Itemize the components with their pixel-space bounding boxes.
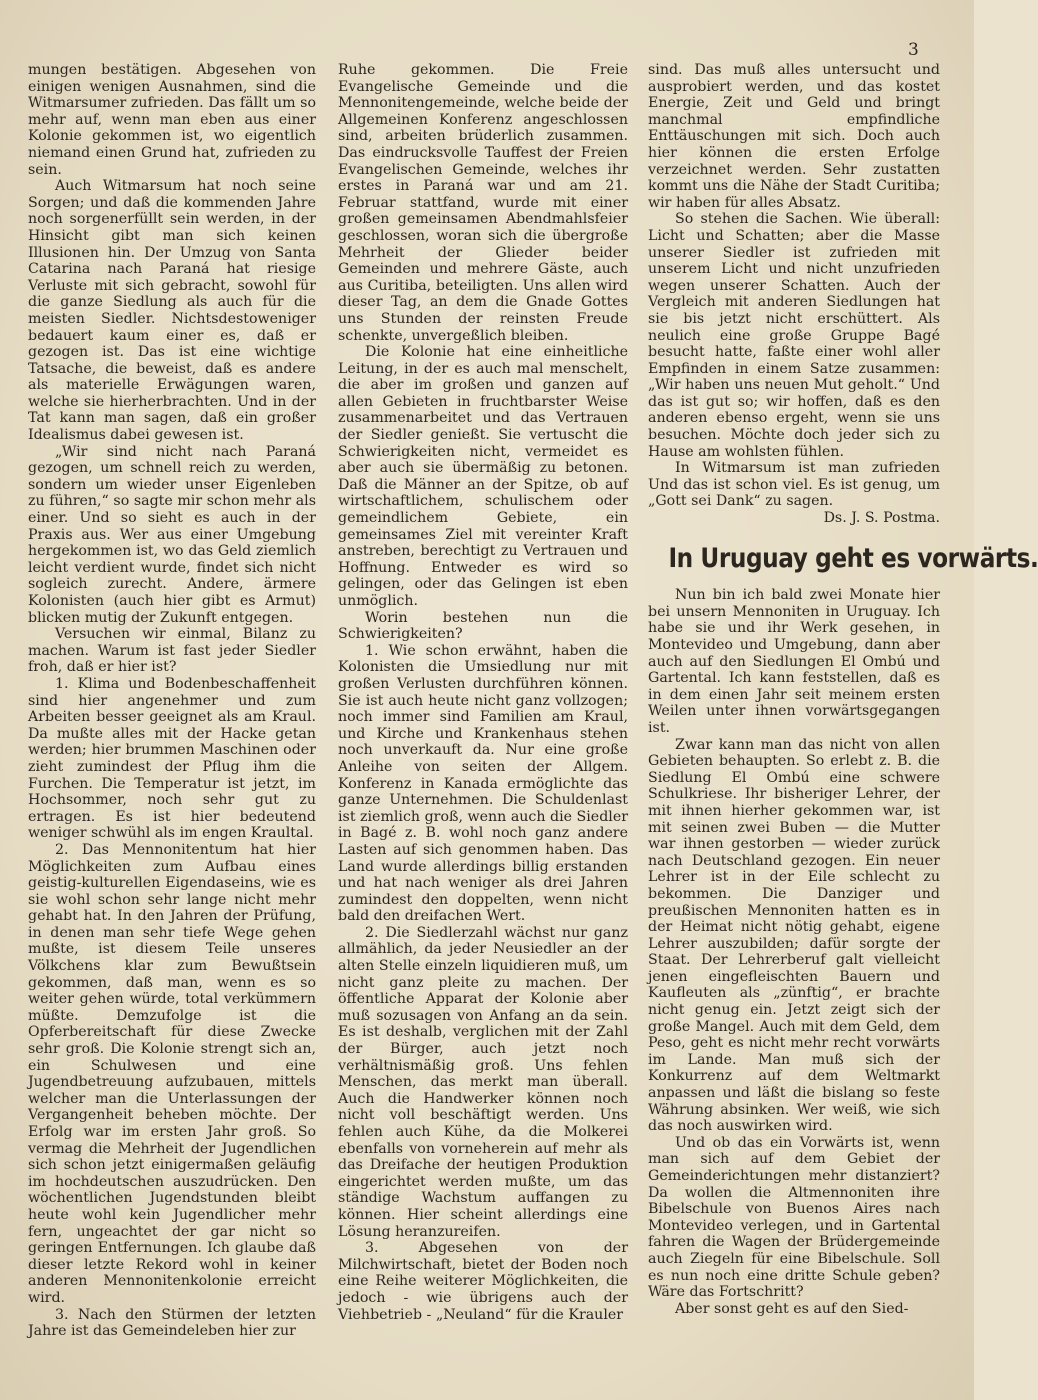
paragraph: 3. Abgesehen von der Milchwirtschaft, bietet der Boden noch eine Reihe weiterer Möglichkeiten, die jedoch - wie übrigens auch der Viehbetrieb - „Neuland“ für die Krauler xyxy=(338,1240,628,1323)
paragraph: Versuchen wir einmal, Bilanz zu machen. Warum ist fast jeder Siedler froh, daß er hier ist? xyxy=(28,626,316,676)
paragraph: 2. Die Siedlerzahl wächst nur ganz allmählich, da jeder Neusiedler an der alten Stelle einzeln liquidieren muß, um nicht ganz pleite zu machen. Der öffentliche Apparat der Kolonie aber muß sozusagen von Anfang an da sein. Es ist deshalb, verglichen mit der Zahl der Bürger, auch jetzt noch verhältnismäßig groß. Uns fehlen Menschen, das merkt man überall. Auch die Handwerker können noch nicht voll beschäftigt werden. Uns fehlen auch Kühe, da die Molkerei ebenfalls von vorneherein auf mehr als das Dreifache der heutigen Produktion eingerichtet werden mußte, um das ständige Wachstum auffangen zu können. Hier scheint allerdings eine Lösung heranzureifen. xyxy=(338,924,628,1240)
page-number: 3 xyxy=(908,40,919,60)
paragraph: In Witmarsum ist man zufrieden Und das ist schon viel. Es ist genug, um „Gott sei Dank“ zu sagen. xyxy=(648,460,940,510)
paragraph: Und ob das ein Vorwärts ist, wenn man sich auf dem Gebiet der Gemeinderichtungen mehr distanziert? Da wollen die Altmennoniten ihre Bibelschule von Buenos Aires nach Montevideo verlegen, und in Gartental fahren die Wagen der Brüdergemeinde auch Ziegeln für eine Bibelschule. Soll es nun noch eine dritte Schule geben? Wäre das Fortschritt? xyxy=(648,1134,940,1301)
column-1 xyxy=(28,62,316,1340)
paragraph: 1. Klima und Bodenbeschaffenheit sind hier angenehmer und zum Arbeiten besser geeignet als am Kraul. Da mußte alles mit der Hacke getan werden; hier brummen Maschinen oder zieht zumindest der Pflug ihm die Furchen. Die Temperatur ist jetzt, im Hochsommer, noch sehr gut zu ertragen. Es ist hier bedeutend weniger schwühl als im engen Kraultal. xyxy=(28,675,316,842)
column-3 xyxy=(648,62,1038,1317)
column-2 xyxy=(338,62,628,1323)
paragraph: 1. Wie schon erwähnt, haben die Kolonisten die Umsiedlung nur mit großen Verlusten durchführen können. Sie ist auch heute nicht ganz vollzogen; noch immer sind Familien am Kraul, und Kirche und Krankenhaus stehen noch unverkauft da. Nur eine große Anleihe von seiten der Allgem. Konferenz in Kanada ermöglichte das ganze Unternehmen. Die Schuldenlast ist ziemlich groß, wenn auch die Siedler in Bagé z. B. wohl noch ganz andere Lasten auf sich genommen haben. Das Land wurde allerdings billig erstanden und hat nach weniger als drei Jahren zumindest den doppelten, wenn nicht bald den dreifachen Wert. xyxy=(338,642,628,925)
paragraph: sind. Das muß alles untersucht und ausprobiert werden, und das kostet Energie, Zeit und Geld und bringt manchmal empfindliche Enttäuschungen mit sich. Doch auch hier können die ersten Erfolge verzeichnet werden. Sehr zustatten kommt uns die Nähe der Stadt Curitiba; wir haben für alles Absatz. xyxy=(648,62,940,211)
paragraph: Ruhe gekommen. Die Freie Evangelische Gemeinde und die Mennonitengemeinde, welche beide der Allgemeinen Konferenz angeschlossen sind, arbeiten brüderlich zusammen. Das eindrucksvolle Tauffest der Freien Evangelischen Gemeinde, welches ihr erstes in Paraná war und am 21. Februar stattfand, wurde mit einer großen gemeinsamen Abendmahlsfeier geschlossen, woran sich die übergroße Mehrheit der Glieder beider Gemeinden und mehrere Gäste, auch aus Curitiba, beteiligten. Uns allen wird dieser Tag, an dem die Gnade Gottes uns Stunden der reinsten Freude schenkte, unvergeßlich bleiben. xyxy=(338,62,628,344)
paragraph: „Wir sind nicht nach Paraná gezogen, um schnell reich zu werden, sondern um wieder unser Eigenleben zu führen,“ so sagte mir schon mehr als einer. Und so sieht es auch in der Praxis aus. Wer aus einer Umgebung hergekommen ist, wo das Geld ziemlich leicht verdient wurde, findet sich nicht sogleich zurecht. Andere, ärmere Kolonisten (auch hier gibt es Armut) blicken mutig der Zukunft entgegen. xyxy=(28,443,316,626)
paragraph: So stehen die Sachen. Wie überall: Licht und Schatten; aber die Masse unserer Siedler ist zufrieden mit unserem Licht und nicht unzufrieden wegen unserer Schatten. Auch der Vergleich mit anderen Siedlungen hat sie bis jetzt nicht erschüttert. Als neulich eine große Gruppe Bagé besucht hatte, faßte einer wohl aller Empfinden in einem Satze zusammen: „Wir haben uns neuen Mut geholt.“ Und das ist gut so; wir hoffen, daß es den anderen ebenso ergeht, wenn sie uns besuchen. Möchte doch jeder sich zu Hause am wohlsten fühlen. xyxy=(648,211,940,460)
paragraph: Aber sonst geht es auf den Sied- xyxy=(674,1300,909,1317)
article-headline: In Uruguay geht es vorwärts. xyxy=(668,542,1038,574)
author-signature: Ds. J. S. Postma. xyxy=(823,510,940,527)
paragraph: Zwar kann man das nicht von allen Gebieten behaupten. So erlebt z. B. die Siedlung El Ombú eine schwere Schulkriese. Ihr bisheriger Lehrer, der mit ihnen hierher gekommen war, ist mit seinen zwei Buben — die Mutter war ihnen gestorben — wieder zurück nach Deutschland gezogen. Ein neuer Lehrer ist in der Eile schlecht zu bekommen. Die Danziger und preußischen Mennoniten hatten es in der Heimat nicht nötig gehabt, eigene Lehrer auszubilden; dafür sorgte der Staat. Der Lehrerberuf galt vielleicht jenen eingefleischten Bauern und Kaufleuten als „zünftig“, er brachte nicht genug ein. Jetzt zeigt sich der große Mangel. Auch mit dem Geld, dem Peso, geht es nicht mehr recht vorwärts im Lande. Man muß sich der Konkurrenz auf dem Weltmarkt anpassen und läßt die bislang so feste Währung absinken. Wer weiß, wie sich das noch auswirken wird. xyxy=(648,736,940,1135)
paragraph: 2. Das Mennonitentum hat hier Möglichkeiten zum Aufbau eines geistig-kulturellen Eigendaseins, wie es sie wohl schon sehr lange nicht mehr gehabt hat. In den Jahren der Prüfung, in denen man sehr tiefe Wege gehen mußte, ist diesem Teile unseres Völkchens klar zum Bewußtsein gekommen, daß man, wenn es so weiter gehen würde, total verkümmern müßte. Demzufolge ist die Opferbereitschaft für diese Zwecke sehr groß. Die Kolonie strengt sich an, ein Schulwesen und eine Jugendbetreuung aufzubauen, mittels welcher man die Unterlassungen der Vergangenheit beheben möchte. Der Erfolg war im ersten Jahr groß. So vermag die Mehrheit der Jugendlichen sich schon jetzt einigermaßen geläufig im hochdeutschen auszudrücken. Den wöchentlichen Jugendstunden bleibt heute wohl kein Jugendlicher mehr fern, ungeachtet der gar nicht so geringen Entfernungen. Ich glaube daß dieser letzte Rekord wohl in keiner anderen Mennonitenkolonie erreicht wird. xyxy=(28,841,316,1306)
paragraph: Worin bestehen nun die Schwierigkeiten? xyxy=(338,609,628,643)
paragraph: mungen bestätigen. Abgesehen von einigen wenigen Ausnahmen, sind die Witmarsumer zufrieden. Das fällt um so mehr auf, wenn man eben aus einer Kolonie gekommen ist, wo eigentlich niemand einen Grund hat, zufrieden zu sein. xyxy=(28,62,316,178)
paragraph: Die Kolonie hat eine einheitliche Leitung, in der es auch mal menschelt, die aber im großen und ganzen auf allen Gebieten in fruchtbarster Weise zusammenarbeitet und das Vertrauen der Siedler genießt. Sie vertuscht die Schwierigkeiten nicht, vermeidet es aber auch sie übermäßig zu betonen. Daß die Männer an der Spitze, ob auf wirtschaftlichem, schulischem oder gemeindlichem Gebiete, ein gemeinsames Ziel mit vereinter Kraft anstreben, berechtigt zu Vertrauen und Hoffnung. Entweder es wird so gelingen, oder das Gelingen ist eben unmöglich. xyxy=(338,344,628,609)
paragraph: Auch Witmarsum hat noch seine Sorgen; und daß die kommenden Jahre noch sorgenerfüllt sein werden, in der Hinsicht gibt man sich keinen Illusionen hin. Der Umzug von Santa Catarina nach Paraná hat riesige Verluste mit sich gebracht, sowohl für die ganze Siedlung als auch für die meisten Siedler. Nichtsdestoweniger bedauert kaum einer es, daß er gezogen ist. Das ist eine wichtige Tatsache, die beweist, daß es andere als materielle Erwägungen waren, welche sie hierherbrachten. Und in der Tat kann man sagen, daß ein großer Idealismus dabei gewesen ist. xyxy=(28,178,316,444)
paragraph: 3. Nach den Stürmen der letzten Jahre ist das Gemeindeleben hier zur xyxy=(28,1306,316,1340)
paragraph: Nun bin ich bald zwei Monate hier bei unsern Mennoniten in Uruguay. Ich habe sie und ihr Werk gesehen, in Montevideo und Umgebung, dann aber auch auf den Siedlungen El Ombú und Gartental. Ich kann feststellen, daß es in dem einen Jahr seit meinem ersten Weilen unter ihnen vorwärtsgegangen ist. xyxy=(648,587,940,736)
